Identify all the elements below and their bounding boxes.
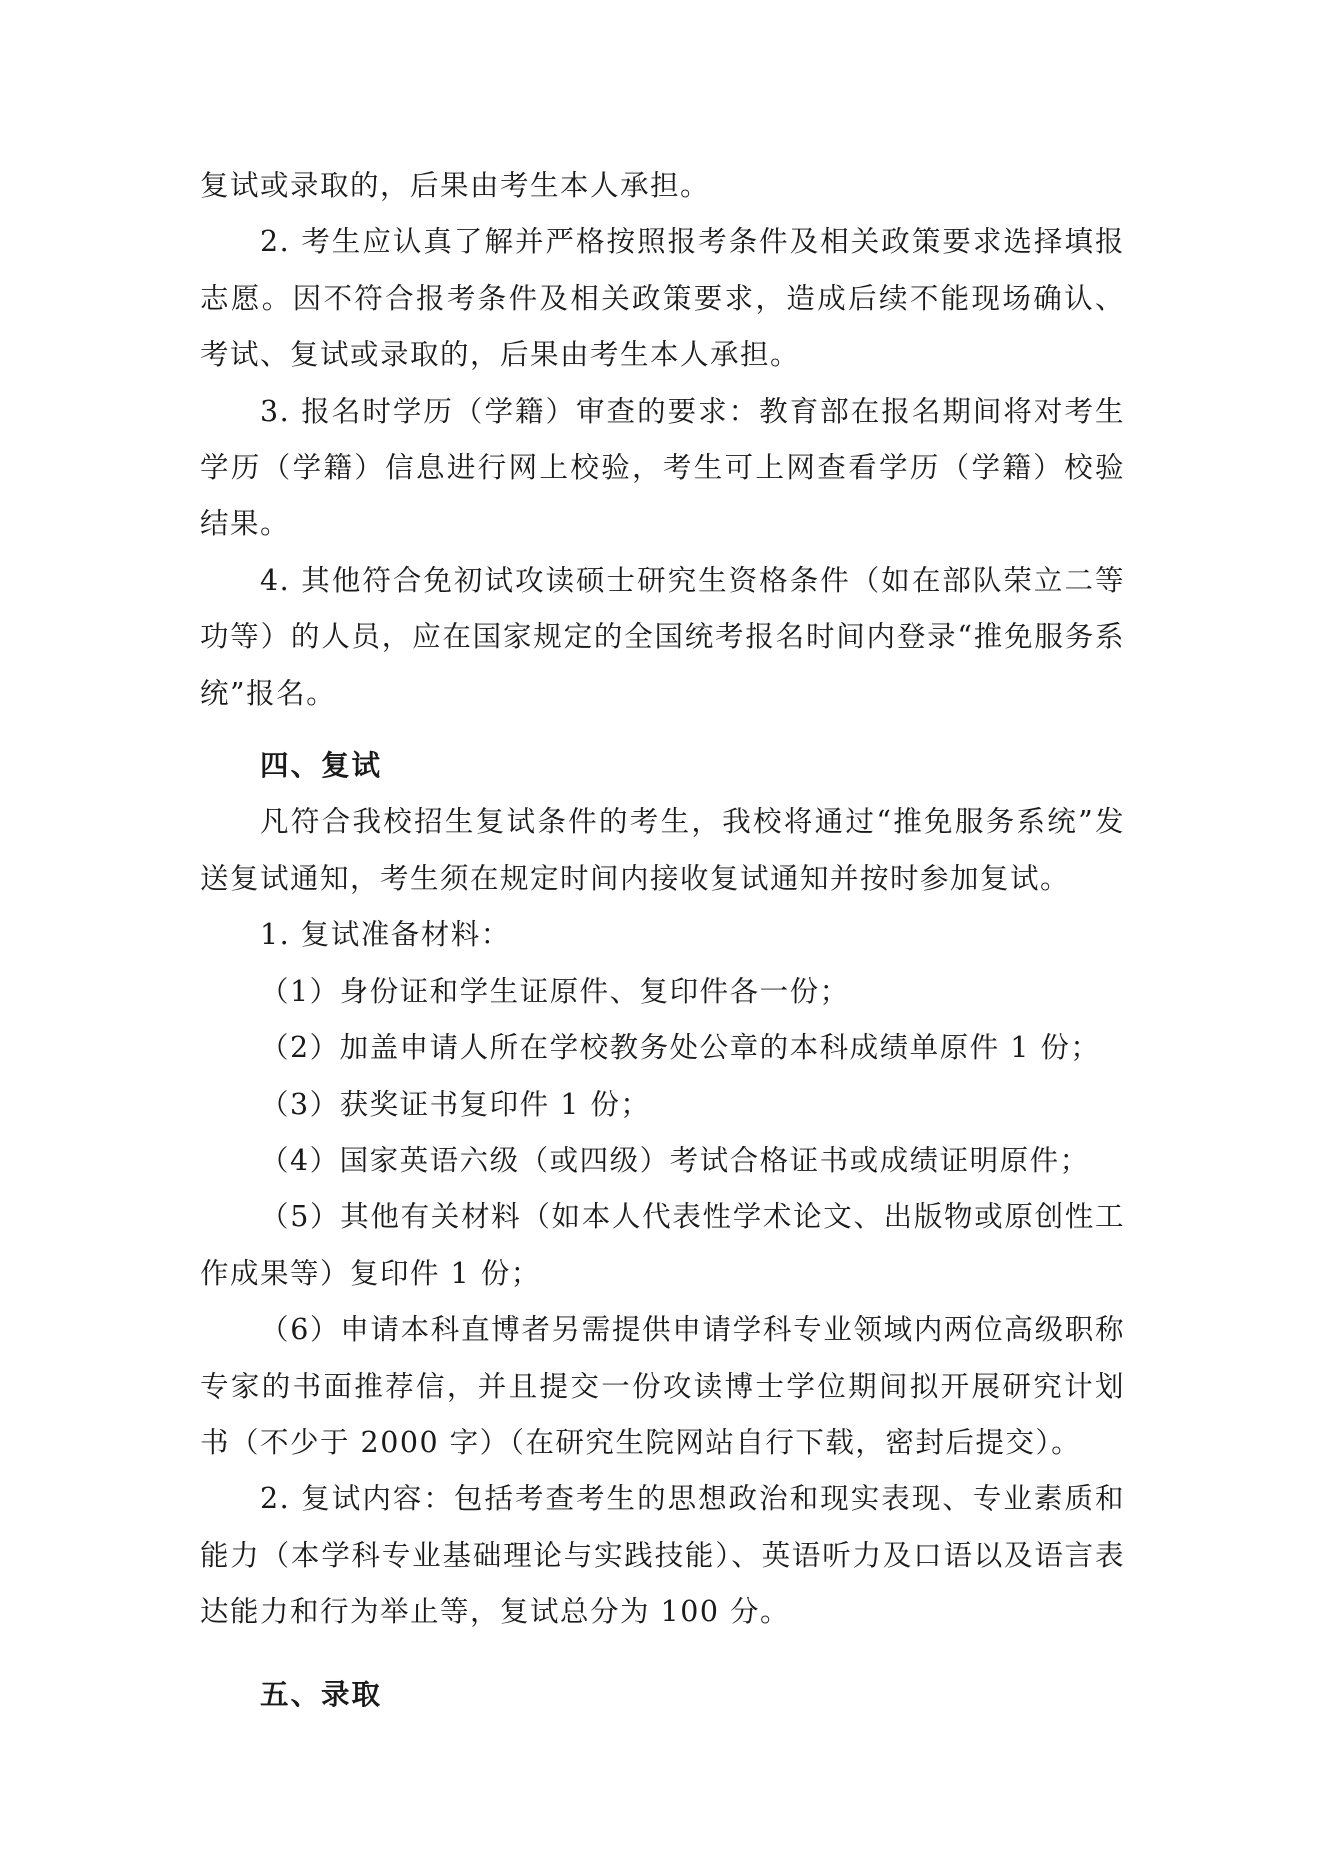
paragraph-retest-intro: 凡符合我校招生复试条件的考生，我校将通过“推免服务系统”发送复试通知，考生须在规定时间内接收复试通知并按时参加复试。 (200, 805, 1125, 895)
list-item-material-6: （6）申请本科直博者另需提供申请学科专业领域内两位高级职称专家的书面推荐信，并且提交一份攻读博士学位期间拟开展研究计划书（不少于 2000 字）（在研究生院网站自行下载，密封后提交）。 (200, 1313, 1125, 1459)
paragraph-retest-content: 2. 复试内容：包括考查考生的思想政治和现实表现、专业素质和能力（本学科专业基础理论与实践技能）、英语听力及口语以及语言表达能力和行为举止等，复试总分为 100 分。 (200, 1482, 1125, 1629)
list-item-material-4: （4）国家英语六级（或四级）考试合格证书或成绩证明原件； (260, 1143, 1090, 1177)
list-item-material-5: （5）其他有关材料（如本人代表性学术论文、出版物或原创性工作成果等）复印件 1 份； (200, 1200, 1125, 1290)
paragraph-continuation: 复试或录取的，后果由考生本人承担。 (200, 169, 711, 202)
document-body (200, 158, 1125, 1723)
paragraph-item-2: 2. 考生应认真了解并严格按照报考条件及相关政策要求选择填报志愿。因不符合报考条件及相关政策要求，造成后续不能现场确认、考试、复试或录取的，后果由考生本人承担。 (200, 225, 1125, 372)
section-heading-retest: 四、复试 (260, 749, 383, 783)
paragraph-item-4: 4. 其他符合免初试攻读硕士研究生资格条件（如在部队荣立二等功等）的人员，应在国家规定的全国统考报名时间内登录“推免服务系统”报名。 (200, 563, 1125, 710)
list-item-material-1: （1）身份证和学生证原件、复印件各一份； (260, 974, 850, 1008)
paragraph-materials-title: 1. 复试准备材料： (260, 918, 511, 952)
paragraph-item-3: 3. 报名时学历（学籍）审查的要求：教育部在报名期间将对考生学历（学籍）信息进行网上校验，考生可上网查看学历（学籍）校验结果。 (200, 394, 1125, 541)
list-item-material-2: （2）加盖申请人所在学校教务处公章的本科成绩单原件 1 份； (260, 1031, 1101, 1065)
section-heading-admission: 五、录取 (260, 1677, 383, 1711)
list-item-material-3: （3）获奖证书复印件 1 份； (260, 1087, 651, 1121)
